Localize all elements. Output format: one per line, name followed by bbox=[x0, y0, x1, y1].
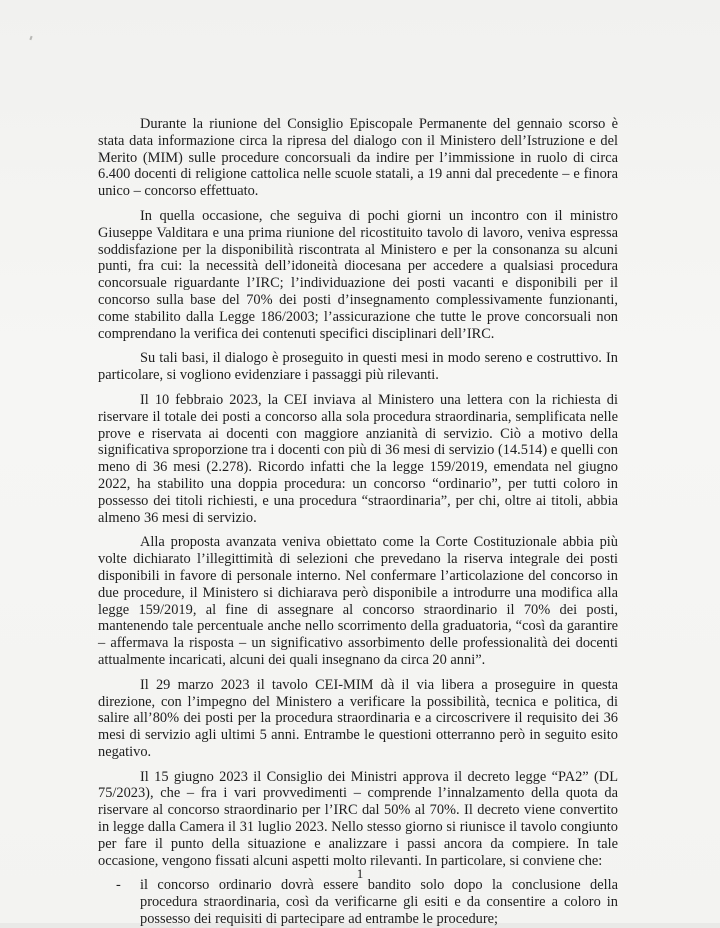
paragraph-4: Il 10 febbraio 2023, la CEI inviava al Ministero una lettera con la richiesta di riservare il totale dei posti a concorso alla sola procedura straordinaria, semplificata nelle prove e riservata ai docenti con maggiore anzianità di servizio. Ciò a motivo della significativa sproporzione tra i docenti con più di 36 mesi di servizio (14.514) e quelli con meno di 36 mesi (2.278). Ricordo infatti che la legge 159/2019, emendata nel giugno 2022, ha stabilito una doppia procedura: un concorso “ordinario”, per tutti coloro in possesso dei titoli richiesti, e una procedura “straordinaria”, per chi, oltre ai titoli, abbia almeno 36 mesi di servizio. bbox=[98, 391, 618, 526]
paragraph-2: In quella occasione, che seguiva di pochi giorni un incontro con il ministro Giuseppe Valditara e una prima riunione del ricostituito tavolo di lavoro, veniva espressa soddisfazione per la disponibilità riscontrata al Ministero e per la consonanza su alcuni punti, fra cui: la necessità dell’idoneità diocesana per accedere a qualsiasi procedura concorsuale riguardante l’IRC; l’individuazione dei posti vacanti e disponibili per il concorso sulla base del 70% dei posti d’insegnamento complessivamente funzionanti, come stabilito dalla Legge 186/2003; l’assicurazione che tutte le prove concorsuali non comprendano la verifica dei contenuti specifici disciplinari dell’IRC. bbox=[98, 207, 618, 342]
paragraph-5: Alla proposta avanzata veniva obiettato come la Corte Costituzionale abbia più volte dichiarato l’illegittimità di selezioni che prevedano la riserva integrale dei posti disponibili in favore di personale interno. Nel confermare l’articolazione del concorso in due procedure, il Ministero si dichiarava però disponibile a introdurre una modifica alla legge 159/2019, al fine di assegnare al concorso straordinario il 70% dei posti, mantenendo tale percentuale anche nello scorrimento della graduatoria, “così da garantire – affermava la risposta – un significativo assorbimento delle professionalità dei docenti attualmente incaricati, alcuni dei quali insegnano da circa 20 anni”. bbox=[98, 534, 618, 668]
list-item-text: il concorso ordinario dovrà essere bandito solo dopo la conclusione della procedura straordinaria, così da verificarne gli esiti e da consentire a coloro in possesso dei requisiti di partecipare ad entrambe le procedure; bbox=[140, 877, 618, 928]
paragraph-6: Il 29 marzo 2023 il tavolo CEI-MIM dà il via libera a proseguire in questa direzione, con l’impegno del Ministero a verificare la possibilità, tecnica e politica, di salire all’80% dei posti per la procedura straordinaria e a circoscrivere il requisito dei 36 mesi di servizio agli ultimi 5 anni. Entrambe le questioni otterranno però in seguito esito negativo. bbox=[98, 676, 618, 760]
paragraph-3: Su tali basi, il dialogo è proseguito in questi mesi in modo sereno e costruttivo. In particolare, si vogliono evidenziare i passaggi più rilevanti. bbox=[98, 350, 618, 384]
scan-speck bbox=[29, 36, 32, 40]
paragraph-7: Il 15 giugno 2023 il Consiglio dei Ministri approva il decreto legge “PA2” (DL 75/2023), che – fra i vari provvedimenti – comprende l’innalzamento della quota da riservare al concorso straordinario per l’IRC dal 50% al 70%. Il decreto viene convertito in legge dalla Camera il 31 luglio 2023. Nello stesso giorno si riunisce il tavolo congiunto per fare il punto della situazione e analizzare i passi ancora da compiere. In tale occasione, vengono fissati alcuni aspetti molto rilevanti. In particolare, si conviene che: bbox=[98, 768, 618, 869]
document-body bbox=[98, 116, 618, 928]
dash-marker: - bbox=[116, 877, 121, 894]
page-number: 1 bbox=[356, 866, 364, 881]
bullet-list bbox=[98, 877, 618, 927]
paragraph-1: Durante la riunione del Consiglio Episcopale Permanente del gennaio scorso è stata data informazione circa la ripresa del dialogo con il Ministero dell’Istruzione e del Merito (MIM) sulle procedure concorsuali da indire per l’immissione in ruolo di circa 6.400 docenti di religione cattolica nelle scuole statali, a 19 anni dal precedente – e finora unico – concorso effettuato. bbox=[98, 116, 618, 200]
list-item bbox=[98, 877, 618, 927]
